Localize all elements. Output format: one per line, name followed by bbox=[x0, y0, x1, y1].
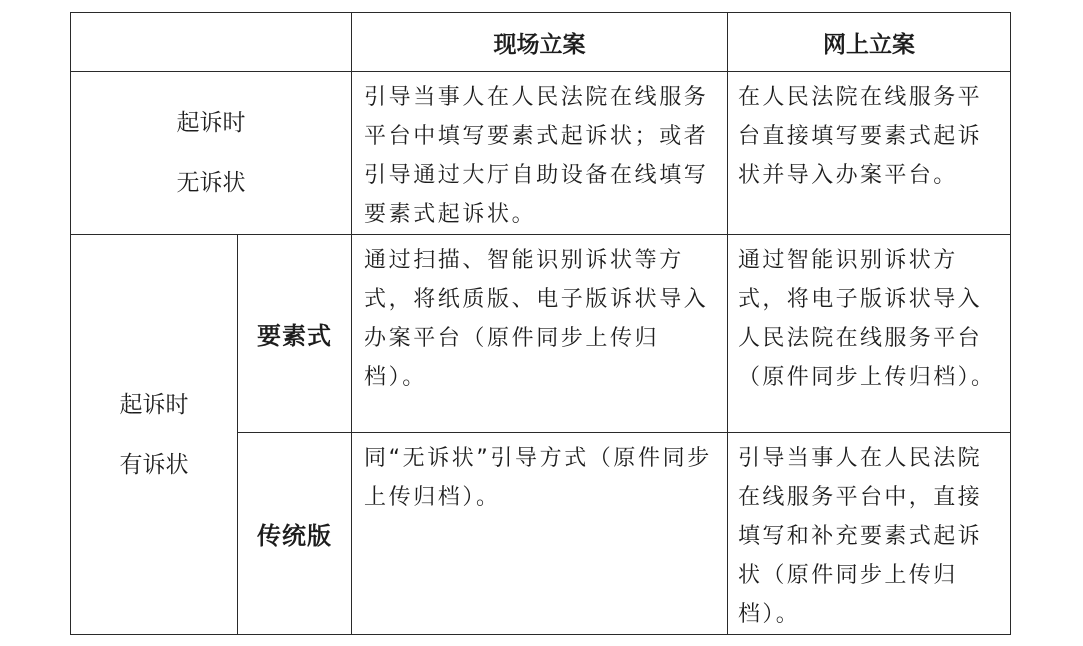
row-label-line: 无诉状 bbox=[176, 170, 246, 196]
row-label-no-complaint bbox=[71, 72, 352, 235]
sublabel-element-style: 要素式 bbox=[238, 235, 352, 433]
row-label-line: 起诉时 bbox=[119, 391, 189, 418]
header-blank-cell bbox=[71, 13, 352, 72]
cell-no-complaint-online: 在人民法院在线服务平台直接填写要素式起诉状并导入办案平台。 bbox=[728, 72, 1011, 235]
row-label-line: 起诉时 bbox=[176, 110, 246, 136]
row-element-style bbox=[71, 235, 1011, 433]
row-no-complaint bbox=[71, 72, 1011, 235]
cell-traditional-online: 引导当事人在人民法院在线服务平台中，直接填写和补充要素式起诉状（原件同步上传归档）。 bbox=[728, 433, 1011, 635]
header-row bbox=[71, 13, 1011, 72]
cell-element-style-online: 通过智能识别诉状方式，将电子版诉状导入人民法院在线服务平台（原件同步上传归档）。 bbox=[728, 235, 1011, 433]
header-onsite-filing: 现场立案 bbox=[352, 13, 728, 72]
case-filing-table bbox=[70, 12, 1011, 635]
cell-traditional-onsite: 同“无诉状”引导方式（原件同步上传归档）。 bbox=[352, 433, 728, 635]
sublabel-traditional: 传统版 bbox=[238, 433, 352, 635]
cell-element-style-onsite: 通过扫描、智能识别诉状等方式，将纸质版、电子版诉状导入办案平台（原件同步上传归档）。 bbox=[352, 235, 728, 433]
cell-no-complaint-onsite: 引导当事人在人民法院在线服务平台中填写要素式起诉状；或者引导通过大厅自助设备在线填写要素式起诉状。 bbox=[352, 72, 728, 235]
row-label-has-complaint bbox=[71, 235, 238, 635]
row-label-line: 有诉状 bbox=[119, 451, 189, 478]
header-online-filing: 网上立案 bbox=[728, 13, 1011, 72]
